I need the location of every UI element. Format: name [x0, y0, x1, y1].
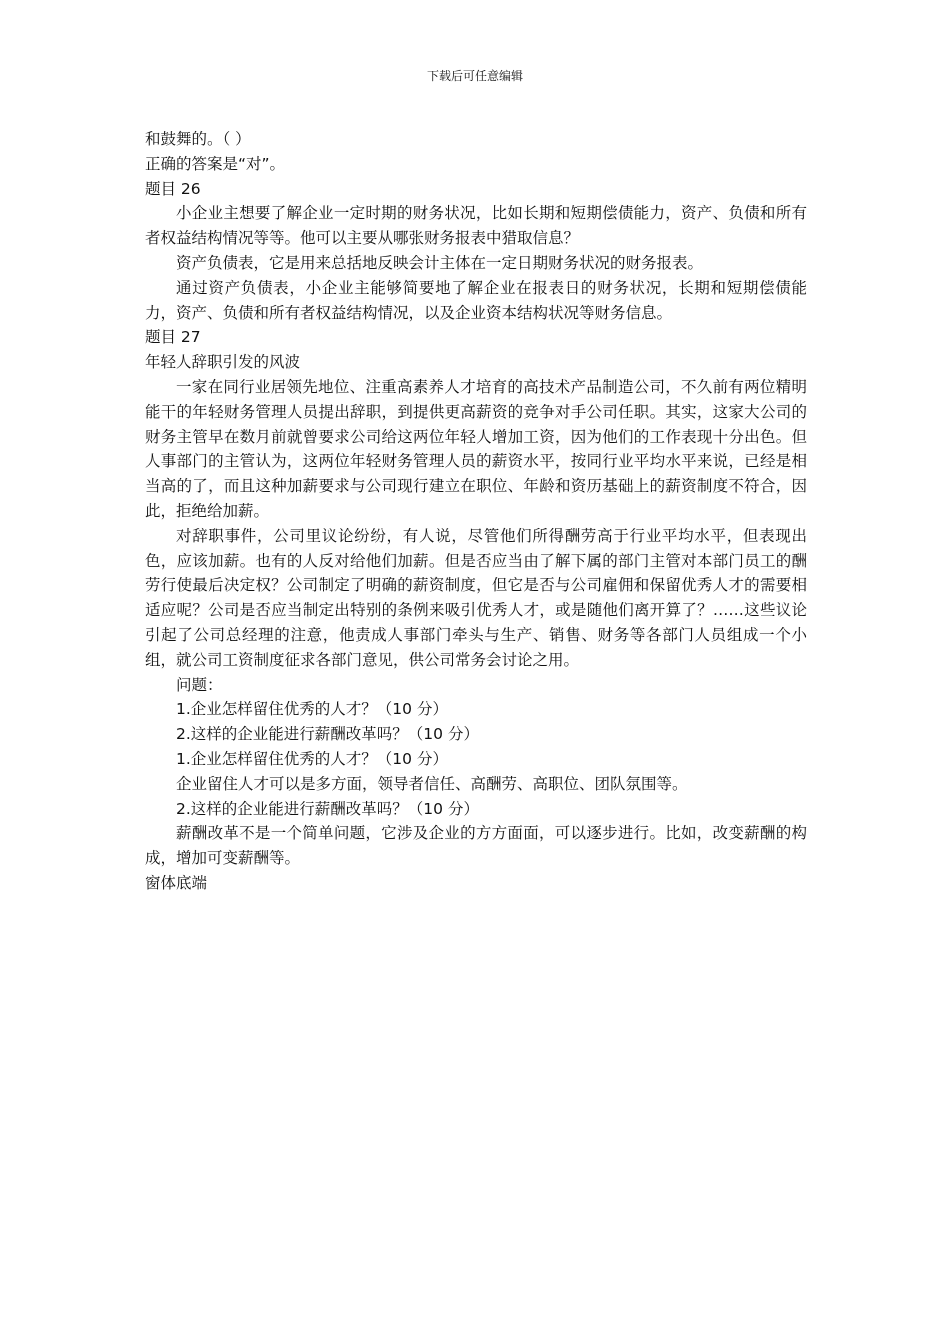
question-heading: 题目 27 [145, 328, 201, 347]
answer-line: 正确的答案是“对”。 [145, 154, 286, 173]
question-item: 2.这样的企业能进行薪酬改革吗？（10 分） [176, 725, 479, 744]
question-item: 2.这样的企业能进行薪酬改革吗？（10 分） [176, 799, 479, 818]
question-heading: 题目 26 [145, 179, 201, 198]
paragraph: 对辞职事件，公司里议论纷纷，有人说，尽管他们所得酬劳高于行业平均水平，但表现出色，应该加薪。也有的人反对给他们加薪。但是否应当由了解下属的部门主管对本部门员工的酬劳行使最后决定权？公司制定了明确的薪资制度，但它是否与公司雇佣和保留优秀人才的需要相适应呢？公司是否应当制定出特别的条例来吸引优秀人才，或是随他们离开算了？……这些议论引起了公司总经理的注意，他责成人事部门牵头与生产、销售、财务等各部门人员组成一个小组，就公司工资制度征求各部门意见，供公司常务会讨论之用。 [145, 526, 807, 669]
question-item: 1.企业怎样留住优秀的人才？（10 分） [176, 749, 448, 768]
case-title: 年轻人辞职引发的风波 [145, 353, 301, 372]
paragraph: 通过资产负债表，小企业主能够简要地了解企业在报表日的财务状况，长期和短期偿债能力，资产、负债和所有者权益结构情况，以及企业资本结构状况等财务信息。 [145, 278, 807, 322]
paragraph: 和鼓舞的。（ ） [145, 130, 251, 148]
form-bottom-label: 窗体底端 [145, 873, 208, 892]
paragraph: 资产负债表，它是用来总括地反映会计主体在一定日期财务状况的财务报表。 [176, 253, 704, 272]
question-item: 1.企业怎样留住优秀的人才？（10 分） [176, 700, 448, 719]
paragraph: 一家在同行业居领先地位、注重高素养人才培育的高技术产品制造公司，不久前有两位精明能干的年轻财务管理人员提出辞职，到提供更高薪资的竞争对手公司任职。其实，这家大公司的财务主管早在数月前就曾要求公司给这两位年轻人增加工资，因为他们的工作表现十分出色。但人事部门的主管认为，这两位年轻财务管理人员的薪资水平，按同行业平均水平来说，已经是相当高的了，而且这种加薪要求与公司现行建立在职位、年龄和资历基础上的薪资制度不符合，因此，拒绝给加薪。 [145, 377, 807, 520]
document-body [145, 127, 807, 896]
questions-label: 问题： [176, 675, 223, 694]
paragraph: 小企业主想要了解企业一定时期的财务状况，比如长期和短期偿债能力，资产、负债和所有者权益结构情况等等。他可以主要从哪张财务报表中猎取信息？ [145, 204, 807, 248]
answer-paragraph: 企业留住人才可以是多方面，领导者信任、高酬劳、高职位、团队氛围等。 [176, 774, 688, 793]
answer-paragraph: 薪酬改革不是一个简单问题，它涉及企业的方方面面，可以逐步进行。比如，改变薪酬的构成，增加可变薪酬等。 [145, 824, 807, 868]
page-header: 下载后可任意编辑 [426, 69, 523, 83]
